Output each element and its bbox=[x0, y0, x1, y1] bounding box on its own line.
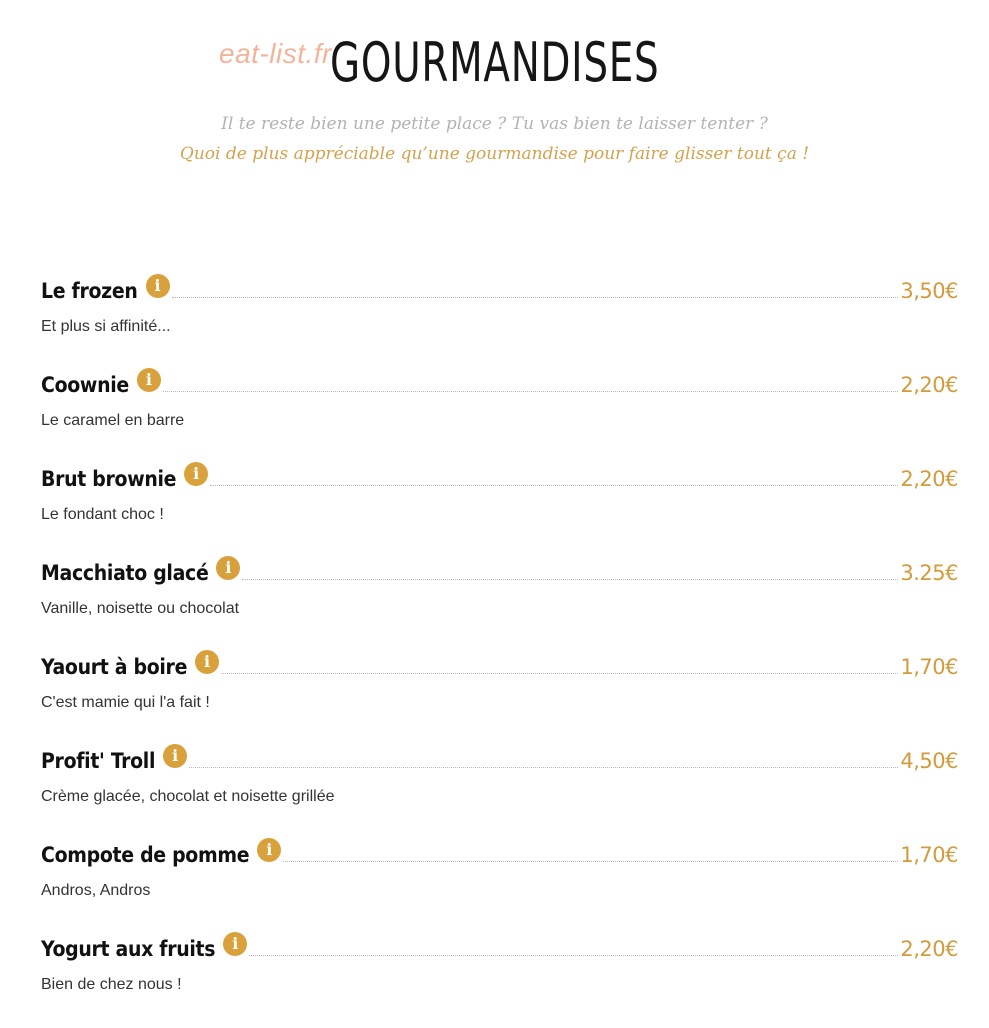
dotted-leader bbox=[163, 390, 898, 392]
menu-item-name-group bbox=[41, 274, 170, 304]
info-icon[interactable]: i bbox=[184, 462, 208, 486]
info-icon[interactable]: i bbox=[163, 744, 187, 768]
menu-item bbox=[41, 740, 958, 834]
menu-item-row bbox=[41, 458, 958, 492]
menu-item-description: Le fondant choc ! bbox=[41, 506, 164, 523]
menu-item-description: C'est mamie qui l'a fait ! bbox=[41, 694, 210, 711]
dotted-leader bbox=[242, 578, 898, 580]
info-icon[interactable]: i bbox=[146, 274, 170, 298]
menu-item-description: Bien de chez nous ! bbox=[41, 976, 182, 993]
menu-item bbox=[41, 364, 958, 458]
menu-item-description: Le caramel en barre bbox=[41, 412, 185, 429]
menu-item-row bbox=[41, 646, 958, 680]
menu-item bbox=[41, 834, 958, 928]
menu-item-name: Profit' Troll bbox=[41, 749, 156, 773]
dotted-leader bbox=[249, 954, 898, 956]
menu-item-description: Crème glacée, chocolat et noisette grillée bbox=[41, 788, 335, 805]
dotted-leader bbox=[210, 484, 898, 486]
menu-item-price: 3,50€ bbox=[900, 279, 958, 303]
menu-item-price: 1,70€ bbox=[900, 843, 958, 867]
menu-item-name-group bbox=[41, 650, 219, 680]
menu-item-name-group bbox=[41, 838, 281, 868]
menu-item-description: Vanille, noisette ou chocolat bbox=[41, 600, 240, 617]
menu-item bbox=[41, 458, 958, 552]
info-icon[interactable]: i bbox=[195, 650, 219, 674]
menu-item-row bbox=[41, 740, 958, 774]
menu-item-name-group bbox=[41, 462, 208, 492]
menu-item-name-group bbox=[41, 744, 187, 774]
dotted-leader bbox=[172, 296, 899, 298]
subtitle-line-2: Quoi de plus appréciable qu’une gourmandise pour faire glisser tout ça ! bbox=[179, 144, 810, 164]
dotted-leader bbox=[189, 766, 898, 768]
menu-item-name: Macchiato glacé bbox=[41, 561, 209, 585]
menu-item-name: Brut brownie bbox=[41, 467, 177, 491]
menu-item bbox=[41, 928, 958, 1022]
menu-item-name: Yaourt à boire bbox=[41, 655, 188, 679]
info-icon[interactable]: i bbox=[257, 838, 281, 862]
menu-item bbox=[41, 552, 958, 646]
menu-item bbox=[41, 270, 958, 364]
menu-item-price: 1,70€ bbox=[900, 655, 958, 679]
menu-item-name: Le frozen bbox=[41, 279, 138, 303]
menu-item-name: Coownie bbox=[41, 373, 129, 397]
watermark: eat-list.fr bbox=[219, 38, 332, 69]
menu-item-price: 4,50€ bbox=[900, 749, 958, 773]
menu-item-name-group bbox=[41, 368, 161, 398]
menu-item-name: Compote de pomme bbox=[41, 843, 250, 867]
dotted-leader bbox=[283, 860, 898, 862]
menu-item-price: 2,20€ bbox=[900, 937, 958, 961]
info-icon[interactable]: i bbox=[216, 556, 240, 580]
menu-item-row bbox=[41, 834, 958, 868]
menu-item-name-group bbox=[41, 932, 247, 962]
menu-item bbox=[41, 646, 958, 740]
dotted-leader bbox=[221, 672, 898, 674]
info-icon[interactable]: i bbox=[223, 932, 247, 956]
menu-item-price: 2,20€ bbox=[900, 467, 958, 491]
page-title: GOURMANDISES bbox=[329, 31, 660, 94]
menu-item-row bbox=[41, 270, 958, 304]
menu-item-name: Yogurt aux fruits bbox=[41, 937, 216, 961]
menu-item-description: Et plus si affinité... bbox=[41, 318, 171, 335]
menu-item-row bbox=[41, 364, 958, 398]
menu-item-row bbox=[41, 928, 958, 962]
menu-item-description: Andros, Andros bbox=[41, 882, 151, 899]
menu-item-name-group bbox=[41, 556, 240, 586]
menu-item-price: 2,20€ bbox=[900, 373, 958, 397]
subtitle-line-1: Il te reste bien une petite place ? Tu vas bien te laisser tenter ? bbox=[221, 114, 768, 134]
info-icon[interactable]: i bbox=[137, 368, 161, 392]
page-header bbox=[0, 30, 989, 164]
menu-item-price: 3.25€ bbox=[900, 561, 958, 585]
menu-item-row bbox=[41, 552, 958, 586]
menu-list bbox=[41, 270, 958, 1022]
